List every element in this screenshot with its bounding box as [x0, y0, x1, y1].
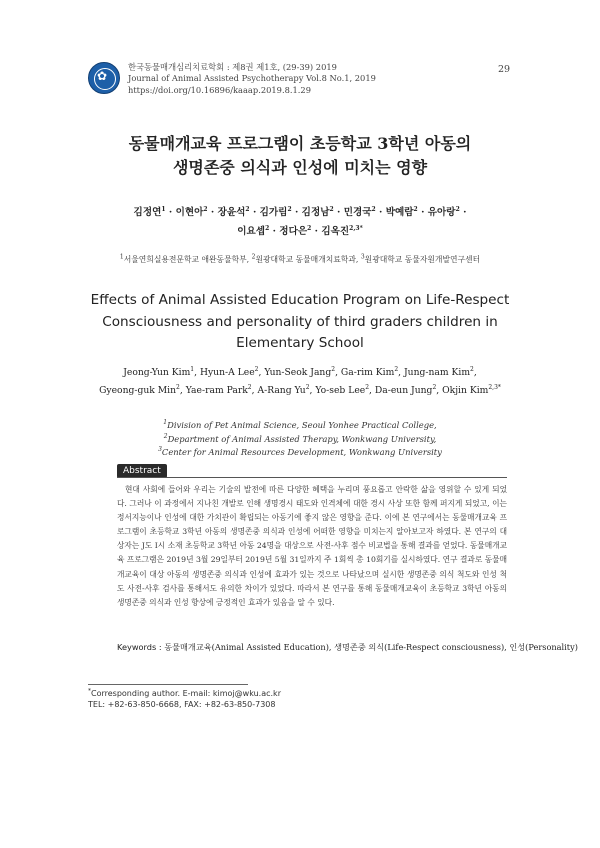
author-name: 김정남 — [301, 207, 330, 218]
author-affiliation-marker: 2 — [176, 383, 180, 391]
author-name: 이현아 — [175, 207, 204, 218]
author-name: Yun-Seok Jang — [264, 367, 332, 378]
title-english — [40, 290, 560, 355]
author-affiliation-marker: 2 — [287, 205, 292, 213]
affiliation-text: Center for Animal Resources Development, Wonkwang University — [161, 447, 442, 457]
author-affiliation-marker: 2 — [432, 383, 437, 391]
author-name: 장윤석 — [217, 207, 246, 218]
author-name: 이요셉 — [237, 226, 266, 237]
author-affiliation-marker: 2 — [307, 224, 312, 232]
footnote-marker: * — [88, 687, 91, 695]
authors-en-line1: Jeong-Yun Kim$^1$, Hyun-A Lee$^2$, Yun-Seok Jang$^2$, Ga-rim Kim$^2$, Jung-nam Kim$^2$, — [123, 365, 477, 378]
abstract-label: Abstract — [117, 464, 167, 478]
title-ko-line1: 동물매개교육 프로그램이 초등학교 3학년 아동의 — [128, 134, 472, 153]
society-emblem-icon: ✿ — [88, 62, 120, 94]
keywords-label: Keywords : — [117, 642, 165, 652]
author-affiliation-marker: 2 — [247, 383, 252, 391]
affiliation-text: 원광대학교 동물매개치료학과, — [255, 255, 361, 264]
author-name: Ga-rim Kim — [340, 367, 395, 378]
affiliation-text: 원광대학교 동물자원개발연구센터 — [364, 255, 481, 264]
author-name: Hyun-A Lee — [199, 367, 255, 378]
journal-name-ko: 한국동물매개심리치료학회 : 제8권 제1호, (29-39) 2019 — [128, 62, 337, 72]
author-affiliation-marker: 2 — [254, 365, 259, 373]
author-affiliation-marker: 2 — [394, 365, 399, 373]
title-en-line3: Elementary School — [236, 335, 364, 351]
author-name: A-Rang Yu — [257, 385, 306, 396]
abstract-divider — [117, 477, 507, 478]
author-affiliation-marker: 2 — [265, 224, 270, 232]
author-name: 정다은 — [279, 226, 308, 237]
affiliation-text: Division of Pet Animal Science, Seoul Yonhee Practical College, — [167, 420, 437, 430]
affiliations-korean — [40, 254, 560, 265]
affiliation-marker: 2 — [251, 253, 256, 261]
affiliation-text: 서울연희실용전문학교 애완동물학부, — [123, 255, 252, 264]
affiliation-line — [40, 446, 560, 460]
author-affiliation-marker: 2,3* — [349, 224, 363, 232]
authors-ko-line2: 이요셉$^2$ · 정다은$^2$ · 김옥진$^{2,3*}$ — [237, 224, 363, 237]
affiliation-marker: 1 — [163, 419, 168, 427]
author-name: 박예람 — [385, 207, 414, 218]
author-affiliation-marker: 2 — [245, 205, 250, 213]
keywords — [117, 640, 589, 654]
title-ko-line2: 생명존중 의식과 인성에 미치는 영향 — [172, 158, 428, 177]
journal-info — [128, 62, 376, 96]
author-affiliation-marker: 2,3* — [488, 383, 501, 391]
author-name: Jung-nam Kim — [403, 367, 471, 378]
footnote — [88, 688, 281, 710]
author-name: Yo-seb Lee — [315, 385, 366, 396]
authors-en-line2: Gyeong-guk Min$^2$, Yae-ram Park$^2$, A-Rang Yu$^2$, Yo-seb Lee$^2$, Da-eun Jung$^2$, Okjin Kim$^{2,3*}$ — [99, 383, 501, 396]
author-name: 민경국 — [343, 207, 372, 218]
author-affiliation-marker: 2 — [455, 205, 460, 213]
author-affiliation-marker: 2 — [203, 205, 208, 213]
author-affiliation-marker: 2 — [365, 383, 370, 391]
title-en-line1: Effects of Animal Assisted Education Program on Life-Respect — [90, 292, 510, 308]
authors-english — [30, 364, 570, 400]
affiliation-marker: 2 — [163, 432, 168, 440]
affiliation-marker: 3 — [158, 446, 162, 454]
page-number: 29 — [498, 64, 511, 75]
author-affiliation-marker: 1 — [190, 365, 195, 373]
author-affiliation-marker: 2 — [331, 365, 336, 373]
doi-link[interactable]: https://doi.org/10.16896/kaaap.2019.8.1.29 — [128, 84, 311, 95]
author-name: 유아랑 — [427, 207, 456, 218]
journal-name-en: Journal of Animal Assisted Psychotherapy Vol.8 No.1, 2019 — [128, 73, 376, 84]
author-affiliation-marker: 2 — [470, 365, 474, 373]
author-name: Da-eun Jung — [374, 385, 433, 396]
affiliation-marker: 1 — [119, 253, 124, 261]
affiliation-text: Department of Animal Assisted Therapy, Wonkwang University, — [167, 433, 437, 444]
corresponding-author: Corresponding author. E-mail: kimoj@wku.ac.kr — [91, 689, 281, 698]
affiliation-line — [40, 433, 560, 447]
author-name: Yae-ram Park — [185, 385, 248, 396]
contact-phone-fax: TEL: +82-63-850-6668, FAX: +82-63-850-7308 — [88, 700, 276, 709]
affiliation-line — [40, 419, 560, 433]
author-affiliation-marker: 2 — [413, 205, 418, 213]
author-name: Gyeong-guk Min — [99, 385, 177, 396]
title-en-line2: Consciousness and personality of third graders children in — [102, 313, 498, 330]
author-name: Okjin Kim — [442, 385, 489, 396]
author-affiliation-marker: 2 — [371, 205, 376, 213]
author-affiliation-marker: 1 — [161, 205, 166, 213]
authors-korean — [40, 203, 560, 241]
author-name: Jeong-Yun Kim — [123, 367, 191, 378]
author-name: 김정연 — [133, 207, 162, 218]
abstract-text: 현대 사회에 들어와 우리는 기술의 발전에 따른 다양한 혜택을 누리며 풍요롭고 안락한 삶을 영위할 수 있게 되었다. 그러나 이 과정에서 지나친 개발로 인해 생명경시 태도와 인격체에 대한 경시 사상 또한 함께 퍼지게 되었고, 이는 정서지능이나 인성에 대한 가치관이 확립되는 아동기에 좋지 않은 영향을 준다. 이에 본 연구에서는 동물매개교육 프로그램이 초등학교 3학년 아동의 생명존중 의식과 인성에 어떠한 영향을 미치는지 알아보고자 하였다. 본 연구의 대상자는 J도 I시 소재 초등학교 3학년 아동 24명을 대상으로 사전-사후 점수 비교법을 통해 결과를 얻었다. 동물매개교육 프로그램은 2019년 3월 29일부터 2019년 5월 31일까지 주 1회씩 총 10회기를 실시하였다. 연구 결과로 동물매개교육이 대상 아동의 생명존중 의식과 인성에 효과가 있는 것으로 나타났으며 실시한 생명존중 의식 척도와 인성 척도 사전-사후 검사를 통해서도 유의한 차이가 있었다. 따라서 본 연구를 통해 동물매개교육이 초등학교 3학년 아동의 생명존중 의식과 인성 향상에 긍정적인 효과가 있음을 알 수 있다. — [117, 485, 507, 607]
journal-header — [88, 62, 568, 100]
title-korean — [40, 132, 560, 180]
authors-ko-line1: 김정연$^1$ · 이현아$^2$ · 장윤석$^2$ · 김가림$^2$ · 김정남$^2$ · 민경국$^2$ · 박예람$^2$ · 유아랑$^2$ · — [133, 205, 467, 218]
author-affiliation-marker: 2 — [305, 383, 310, 391]
footnote-divider — [88, 684, 248, 685]
author-name: 김가림 — [259, 207, 288, 218]
keywords-text: 동물매개교육(Animal Assisted Education), 생명존중 의식(Life-Respect consciousness), 인성(Personality) — [164, 642, 578, 652]
author-affiliation-marker: 2 — [329, 205, 334, 213]
author-name: 김옥진 — [321, 226, 350, 237]
affiliations-english — [40, 419, 560, 460]
affiliation-marker: 3 — [360, 253, 365, 261]
